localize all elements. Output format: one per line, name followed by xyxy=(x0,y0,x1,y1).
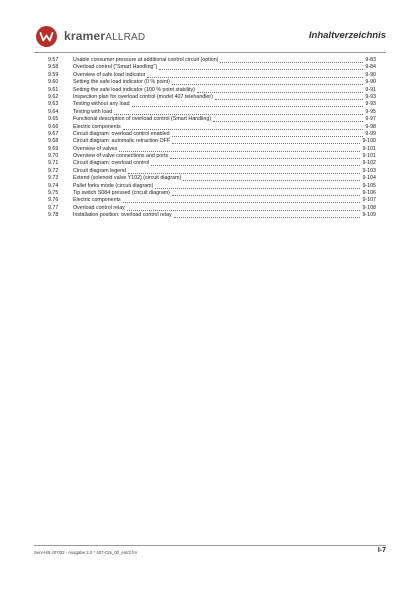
brand-name-bold: kramer xyxy=(64,29,106,43)
toc-entry-page: 9-93 xyxy=(365,93,376,100)
toc-entry-title: Electric components xyxy=(73,123,121,130)
footer-page-number: I-7 xyxy=(377,547,386,554)
toc-dot-leader xyxy=(215,94,364,100)
toc-dot-leader xyxy=(119,146,360,152)
toc-dot-leader xyxy=(132,101,364,107)
toc-entry-number: 9.59 xyxy=(48,71,59,78)
toc-entry-title: Overview of valves xyxy=(73,145,118,152)
header-divider xyxy=(34,52,386,53)
toc-entry-title: Installation position: overload control relay xyxy=(73,212,172,219)
toc-entry-number: 9.71 xyxy=(48,160,59,167)
toc-entry-number: 9.61 xyxy=(48,86,59,93)
toc-entry-number: 9.64 xyxy=(48,108,59,115)
toc-entry-page: 9-108 xyxy=(362,204,376,211)
kramer-logo-icon xyxy=(36,26,57,47)
toc-entry[interactable] xyxy=(48,205,376,212)
toc-entry-page: 9-90 xyxy=(365,71,376,78)
toc-entry-title: Overload control relay xyxy=(73,204,125,211)
toc-dot-leader xyxy=(147,72,363,78)
toc-entry-title: Setting the safe load indicator (0 % point) xyxy=(73,79,170,86)
table-of-contents xyxy=(48,57,376,220)
toc-entry-number: 9.75 xyxy=(48,190,59,197)
toc-dot-leader xyxy=(172,131,364,137)
toc-entry-title: Circuit diagram: overload control xyxy=(73,160,150,167)
toc-entry-page: 9-105 xyxy=(362,182,376,189)
toc-entry-number: 9.60 xyxy=(48,79,59,86)
toc-entry[interactable] xyxy=(48,57,376,64)
toc-entry-number: 9.77 xyxy=(48,204,59,211)
footer-document-reference: Serv-HB 407/02 - Ausgabe 2.0 * 407-02s_00_ent/2.fm xyxy=(34,550,137,555)
toc-entry[interactable] xyxy=(48,124,376,131)
toc-entry-page: 9-107 xyxy=(362,197,376,204)
toc-dot-leader xyxy=(159,64,363,70)
toc-entry-page: 9-103 xyxy=(362,167,376,174)
toc-entry[interactable] xyxy=(48,160,376,167)
toc-dot-leader xyxy=(213,116,363,122)
toc-dot-leader xyxy=(174,212,361,218)
toc-entry-title: Overview of valve connections and ports xyxy=(73,153,169,160)
toc-entry-page: 9-101 xyxy=(362,153,376,160)
toc-entry-title: Pallet forks mode (circuit diagram) xyxy=(73,182,154,189)
toc-entry-page: 9-98 xyxy=(365,123,376,130)
toc-entry[interactable] xyxy=(48,138,376,145)
brand-name-light: ALLRAD xyxy=(105,32,146,43)
toc-entry-page: 9-91 xyxy=(365,86,376,93)
brand-logo-text xyxy=(64,29,145,43)
toc-entry[interactable] xyxy=(48,87,376,94)
toc-entry-number: 9.76 xyxy=(48,197,59,204)
toc-entry-number: 9.63 xyxy=(48,101,59,108)
toc-entry[interactable] xyxy=(48,168,376,175)
toc-dot-leader xyxy=(172,138,360,144)
toc-entry[interactable] xyxy=(48,175,376,182)
toc-entry-title: Testing with load xyxy=(73,108,113,115)
toc-entry-page: 9-99 xyxy=(365,130,376,137)
toc-entry-page: 9-102 xyxy=(362,160,376,167)
toc-entry-title: Tip switch S084 pressed (circuit diagram) xyxy=(73,190,170,197)
toc-entry-number: 9.74 xyxy=(48,182,59,189)
toc-entry-title: Usable consumer pressure at additional control circuit (option) xyxy=(73,57,219,63)
toc-entry-number: 9.57 xyxy=(48,57,59,63)
page-title: Inhaltverzeichnis xyxy=(308,30,386,41)
toc-entry-title: Setting the safe load indicator (100 % point stability) xyxy=(73,86,195,93)
toc-entry-number: 9.72 xyxy=(48,167,59,174)
toc-dot-leader xyxy=(197,87,363,93)
toc-entry[interactable] xyxy=(48,131,376,138)
toc-dot-leader xyxy=(128,168,360,174)
toc-entry-page: 9-93 xyxy=(365,101,376,108)
toc-entry-page: 9-101 xyxy=(362,145,376,152)
toc-entry-number: 9.67 xyxy=(48,130,59,137)
toc-entry[interactable] xyxy=(48,146,376,153)
toc-entry-number: 9.78 xyxy=(48,212,59,219)
toc-entry[interactable] xyxy=(48,153,376,160)
toc-entry[interactable] xyxy=(48,101,376,108)
toc-entry-title: Testing without any load xyxy=(73,101,130,108)
toc-dot-leader xyxy=(123,197,361,203)
toc-entry-page: 9-83 xyxy=(365,57,376,63)
toc-dot-leader xyxy=(123,124,364,130)
toc-entry-title: Circuit diagram: automatic retraction OFF xyxy=(73,138,171,145)
toc-entry-title: Functional description of overload control (Smart Handling) xyxy=(73,116,212,123)
toc-entry-title: Inspection plan for overload control (model 407 telehandler) xyxy=(73,93,213,100)
toc-entry-page: 9-97 xyxy=(365,116,376,123)
toc-entry-page: 9-90 xyxy=(365,79,376,86)
toc-entry[interactable] xyxy=(48,183,376,190)
toc-entry[interactable] xyxy=(48,109,376,116)
toc-entry-number: 9.69 xyxy=(48,145,59,152)
toc-entry-number: 9.58 xyxy=(48,64,59,71)
toc-entry-title: Circuit diagram: overload control enabled xyxy=(73,130,170,137)
toc-entry[interactable] xyxy=(48,64,376,71)
toc-entry-page: 9-109 xyxy=(362,212,376,219)
toc-entry[interactable] xyxy=(48,116,376,123)
toc-entry-title: Overload control ("Smart Handling") xyxy=(73,64,158,71)
page-header xyxy=(34,24,386,50)
toc-dot-leader xyxy=(155,183,360,189)
toc-entry-title: Electric components xyxy=(73,197,121,204)
toc-entry-number: 9.66 xyxy=(48,123,59,130)
toc-entry-title: Extend (solenoid valve Y102) (circuit diagram) xyxy=(73,175,182,182)
toc-dot-leader xyxy=(172,79,364,85)
toc-entry-title: Overview of safe load indicator xyxy=(73,71,146,78)
toc-entry-number: 9.70 xyxy=(48,153,59,160)
toc-entry-page: 9-104 xyxy=(362,175,376,182)
footer-divider xyxy=(34,545,386,546)
toc-entry[interactable] xyxy=(48,197,376,204)
toc-dot-leader xyxy=(220,57,363,63)
toc-entry[interactable] xyxy=(48,190,376,197)
toc-entry-number: 9.73 xyxy=(48,175,59,182)
toc-dot-leader xyxy=(151,160,360,166)
toc-entry[interactable] xyxy=(48,79,376,86)
toc-entry-number: 9.65 xyxy=(48,116,59,123)
toc-entry-page: 9-84 xyxy=(365,64,376,71)
toc-dot-leader xyxy=(170,153,360,159)
toc-dot-leader xyxy=(183,175,360,181)
toc-dot-leader xyxy=(127,205,361,211)
toc-entry-title: Circuit diagram legend xyxy=(73,167,126,174)
toc-entry-number: 9.68 xyxy=(48,138,59,145)
toc-dot-leader xyxy=(114,109,363,115)
toc-entry-page: 9-100 xyxy=(362,138,376,145)
toc-entry[interactable] xyxy=(48,72,376,79)
toc-entry-number: 9.62 xyxy=(48,93,59,100)
toc-entry[interactable] xyxy=(48,94,376,101)
toc-dot-leader xyxy=(172,190,360,196)
toc-entry-page: 9-106 xyxy=(362,190,376,197)
toc-entry-page: 9-95 xyxy=(365,108,376,115)
toc-entry[interactable] xyxy=(48,212,376,219)
